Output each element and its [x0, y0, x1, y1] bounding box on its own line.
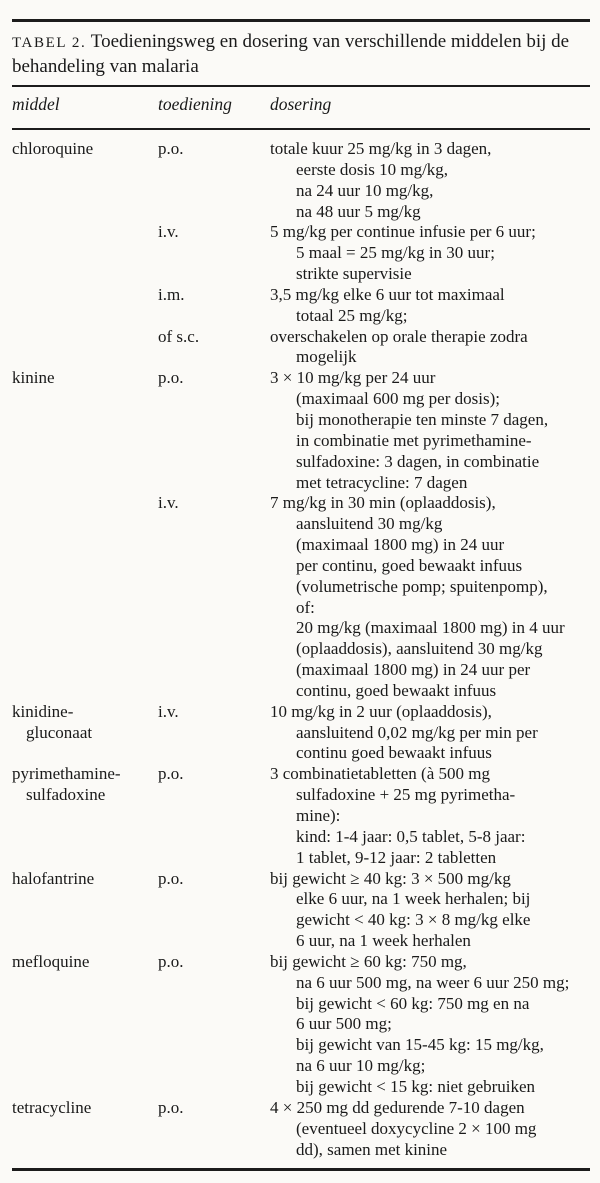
- drug-name-cell: [12, 1098, 158, 1119]
- dose-entry: [158, 285, 590, 327]
- dose-line: 4 × 250 mg dd gedurende 7-10 dagen: [270, 1097, 525, 1117]
- drug-name-line: halofantrine: [12, 868, 95, 888]
- dose-line: 10 mg/kg in 2 uur (oplaaddosis),: [270, 701, 492, 721]
- drug-name-cell: [12, 764, 158, 806]
- table-row: [12, 764, 590, 868]
- dose-line: gewicht < 40 kg: 3 × 8 mg/kg elke: [296, 910, 531, 930]
- dose-line: continu goed bewaakt infuus: [296, 743, 492, 763]
- dosering-cell: [270, 1098, 590, 1161]
- dose-line: 3 combinatietabletten (à 500 mg: [270, 764, 490, 784]
- table-row: [12, 702, 590, 765]
- dosering-cell: [270, 952, 590, 1098]
- table-row: [12, 869, 590, 952]
- route-cell: i.v.: [158, 222, 179, 242]
- drug-name-line: pyrimethamine-: [12, 764, 121, 784]
- table-row: [12, 368, 590, 702]
- dose-line: 3,5 mg/kg elke 6 uur tot maximaal: [270, 284, 505, 304]
- dose-line: (oplaaddosis), aansluitend 30 mg/kg: [296, 639, 543, 659]
- dosering-cell: [270, 368, 590, 493]
- dose-line: aansluitend 0,02 mg/kg per min per: [296, 722, 538, 742]
- dose-line: bij monotherapie ten minste 7 dagen,: [296, 409, 549, 429]
- dosering-cell: [270, 493, 590, 701]
- column-header-row: [12, 87, 590, 128]
- dose-line: 3 × 10 mg/kg per 24 uur: [270, 368, 436, 388]
- dose-line: (maximaal 600 mg per dosis);: [296, 389, 500, 409]
- dose-line: 5 mg/kg per continue infusie per 6 uur;: [270, 222, 536, 242]
- dose-line: 6 uur, na 1 week herhalen: [296, 931, 471, 951]
- dose-line: na 6 uur 10 mg/kg;: [296, 1056, 426, 1076]
- dose-entry: [158, 222, 590, 285]
- drug-name-line: kinine: [12, 368, 55, 388]
- caption-text-1: Toedieningsweg en dosering van verschillende middelen bij de: [90, 31, 570, 52]
- dose-line: aansluitend 30 mg/kg: [296, 514, 443, 534]
- dose-line: na 6 uur 500 mg, na weer 6 uur 250 mg;: [296, 972, 570, 992]
- dose-line: per continu, goed bewaakt infuus: [296, 555, 523, 575]
- dose-line: dd), samen met kinine: [296, 1139, 448, 1159]
- dose-entries: [158, 139, 590, 368]
- dose-entries: [158, 869, 590, 952]
- drug-name-cell: [12, 139, 158, 160]
- route-cell: of s.c.: [158, 326, 200, 346]
- dose-line: mine):: [296, 806, 341, 825]
- dose-line: in combinatie met pyrimethamine-: [296, 430, 532, 450]
- dosering-cell: [270, 327, 590, 369]
- route-cell: p.o.: [158, 139, 184, 158]
- dose-line: met tetracycline: 7 dagen: [296, 472, 468, 492]
- table-row: [12, 139, 590, 368]
- dose-entry: [158, 493, 590, 701]
- dose-entries: [158, 702, 590, 765]
- dose-line: totale kuur 25 mg/kg in 3 dagen,: [270, 139, 492, 158]
- dose-line: strikte supervisie: [296, 264, 412, 284]
- dosering-cell: [270, 764, 590, 868]
- dose-line: kind: 1-4 jaar: 0,5 tablet, 5-8 jaar:: [296, 826, 526, 846]
- dose-entry: [158, 764, 590, 868]
- caption-line-1: [12, 30, 590, 55]
- dose-line: bij gewicht ≥ 40 kg: 3 × 500 mg/kg: [270, 868, 511, 888]
- dose-line: totaal 25 mg/kg;: [296, 305, 408, 325]
- route-cell: i.v.: [158, 701, 179, 721]
- column-header-toediening: toediening: [158, 94, 232, 114]
- dose-entry: [158, 327, 590, 369]
- dosering-cell: [270, 285, 590, 327]
- dose-line: overschakelen op orale therapie zodra: [270, 326, 528, 346]
- table-row: [12, 1098, 590, 1161]
- route-cell: p.o.: [158, 764, 184, 784]
- bottom-rule: [12, 1168, 590, 1171]
- dose-line: bij gewicht < 60 kg: 750 mg en na: [296, 993, 530, 1013]
- dose-entry: [158, 1098, 590, 1161]
- drug-name-line: gluconaat: [26, 722, 93, 742]
- dose-entry: [158, 368, 590, 493]
- dose-line: bij gewicht < 15 kg: niet gebruiken: [296, 1076, 536, 1096]
- dose-line: 6 uur 500 mg;: [296, 1014, 392, 1034]
- dose-line: bij gewicht ≥ 60 kg: 750 mg,: [270, 951, 467, 971]
- route-cell: i.v.: [158, 493, 179, 513]
- column-header-dosering: dosering: [270, 94, 332, 114]
- dose-line: sulfadoxine: 3 dagen, in combinatie: [296, 451, 540, 471]
- dose-line: (volumetrische pomp; spuitenpomp),: [296, 576, 548, 596]
- route-cell: p.o.: [158, 951, 184, 971]
- drug-name-line: mefloquine: [12, 951, 90, 971]
- dosering-cell: [270, 702, 590, 765]
- dose-line: 20 mg/kg (maximaal 1800 mg) in 4 uur: [296, 618, 565, 638]
- table-body-wrap: [12, 130, 590, 1168]
- dose-line: elke 6 uur, na 1 week herhalen; bij: [296, 889, 531, 909]
- dose-line: continu, goed bewaakt infuus: [296, 680, 497, 700]
- dose-entry: [158, 952, 590, 1098]
- dose-line: mogelijk: [296, 347, 357, 367]
- route-cell: i.m.: [158, 284, 185, 304]
- dosering-cell: [270, 869, 590, 952]
- dose-line: na 24 uur 10 mg/kg,: [296, 180, 434, 200]
- dose-entries: [158, 952, 590, 1098]
- drug-name-cell: [12, 869, 158, 890]
- dose-line: na 48 uur 5 mg/kg: [296, 201, 421, 221]
- dose-entry: [158, 869, 590, 952]
- dose-line: bij gewicht van 15-45 kg: 15 mg/kg,: [296, 1035, 544, 1055]
- drug-name-line: kinidine-: [12, 701, 74, 721]
- route-cell: p.o.: [158, 1097, 184, 1117]
- dose-line: sulfadoxine + 25 mg pyrimetha-: [296, 785, 516, 805]
- dose-line: eerste dosis 10 mg/kg,: [296, 159, 449, 179]
- drug-name-cell: [12, 952, 158, 973]
- dose-entries: [158, 1098, 590, 1161]
- dosering-cell: [270, 222, 590, 285]
- route-cell: p.o.: [158, 368, 184, 388]
- drug-name-line: sulfadoxine: [26, 785, 106, 805]
- dosering-cell: [270, 139, 590, 222]
- dose-line: 1 tablet, 9-12 jaar: 2 tabletten: [296, 847, 497, 867]
- drug-name-line: tetracycline: [12, 1097, 92, 1117]
- dose-line: (maximaal 1800 mg) in 24 uur per: [296, 660, 531, 680]
- table-body: [12, 130, 590, 1160]
- drug-name-line: chloroquine: [12, 139, 94, 158]
- route-cell: p.o.: [158, 868, 184, 888]
- table-row: [12, 952, 590, 1098]
- dose-line: (eventueel doxycycline 2 × 100 mg: [296, 1118, 537, 1138]
- column-header-middel: middel: [12, 94, 60, 114]
- dose-entry: [158, 139, 590, 222]
- dose-entry: [158, 702, 590, 765]
- dose-entries: [158, 368, 590, 702]
- dose-line: 5 maal = 25 mg/kg in 30 uur;: [296, 243, 495, 263]
- drug-name-cell: [12, 368, 158, 389]
- table-label: TABEL 2.: [12, 35, 87, 51]
- drug-name-cell: [12, 702, 158, 744]
- caption-line-2: behandeling van malaria: [12, 56, 199, 77]
- dose-line: (maximaal 1800 mg) in 24 uur: [296, 535, 505, 555]
- table-caption: [12, 22, 590, 85]
- dose-line: of:: [296, 597, 315, 617]
- dose-line: 7 mg/kg in 30 min (oplaaddosis),: [270, 493, 496, 513]
- dose-entries: [158, 764, 590, 868]
